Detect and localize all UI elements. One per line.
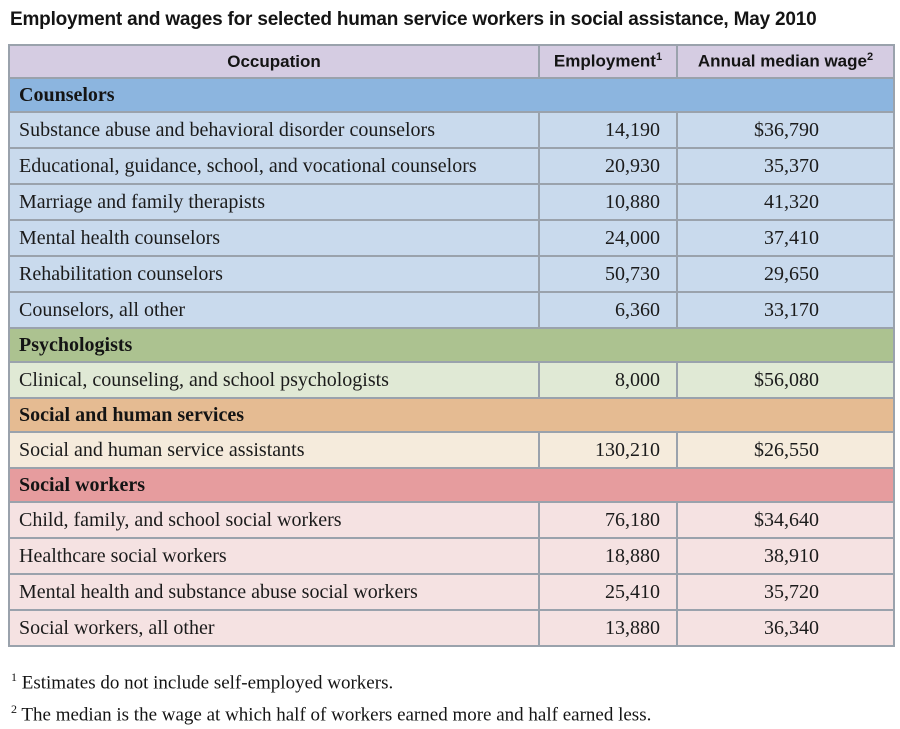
wage-cell: $26,550 (677, 432, 894, 468)
wage-cell: 29,650 (677, 256, 894, 292)
footnote-text: Estimates do not include self-employed workers. (21, 672, 394, 694)
section-header-social-and-human-services (9, 398, 894, 432)
occupation-cell: Mental health and substance abuse social workers (9, 574, 539, 610)
section-title: Social and human services (9, 398, 894, 432)
employment-cell: 24,000 (539, 220, 677, 256)
occupation-cell: Social workers, all other (9, 610, 539, 646)
employment-cell: 14,190 (539, 112, 677, 148)
wage-cell: 37,410 (677, 220, 894, 256)
occupation-cell: Substance abuse and behavioral disorder counselors (9, 112, 539, 148)
wage-cell: $34,640 (677, 502, 894, 538)
table-row (9, 148, 894, 184)
section-header-psychologists (9, 328, 894, 362)
table-row (9, 112, 894, 148)
column-header-occupation: Occupation (9, 45, 539, 78)
footnote-marker: 1 (11, 670, 17, 684)
wage-cell: $56,080 (677, 362, 894, 398)
column-header-row (9, 45, 894, 78)
occupation-cell: Mental health counselors (9, 220, 539, 256)
footnote-1 (11, 664, 892, 696)
column-header-annual-median-wage: Annual median wage$^2$ (677, 45, 894, 78)
footnotes (11, 664, 892, 729)
column-header-employment: Employment$^1$ (539, 45, 677, 78)
footnote-2 (11, 696, 892, 728)
section-header-counselors (9, 78, 894, 112)
occupation-cell: Clinical, counseling, and school psychologists (9, 362, 539, 398)
footnote-marker: 2 (11, 702, 17, 717)
employment-cell: 8,000 (539, 362, 677, 398)
occupation-cell: Social and human service assistants (9, 432, 539, 468)
wage-cell: 33,170 (677, 292, 894, 328)
table-row (9, 256, 894, 292)
employment-cell: 13,880 (539, 610, 677, 646)
table-row (9, 610, 894, 646)
occupation-cell: Counselors, all other (9, 292, 539, 328)
table-row (9, 292, 894, 328)
occupation-cell: Healthcare social workers (9, 538, 539, 574)
employment-cell: 18,880 (539, 538, 677, 574)
wage-cell: 35,720 (677, 574, 894, 610)
table-row (9, 574, 894, 610)
footnote-marker: 2 (866, 51, 874, 64)
employment-cell: 6,360 (539, 292, 677, 328)
wage-cell: 35,370 (677, 148, 894, 184)
table-row (9, 502, 894, 538)
employment-cell: 10,880 (539, 184, 677, 220)
section-title: Social workers (9, 468, 894, 502)
section-title: Psychologists (9, 328, 894, 362)
wage-cell: 41,320 (677, 184, 894, 220)
employment-cell: 25,410 (539, 574, 677, 610)
employment-wages-table (8, 44, 895, 647)
footnote-text: The median is the wage at which half of workers earned more and half earned less. (21, 704, 652, 726)
occupation-cell: Marriage and family therapists (9, 184, 539, 220)
table-row (9, 432, 894, 468)
occupation-cell: Educational, guidance, school, and vocational counselors (9, 148, 539, 184)
wage-cell: 36,340 (677, 610, 894, 646)
table-row (9, 220, 894, 256)
table-row (9, 362, 894, 398)
employment-cell: 50,730 (539, 256, 677, 292)
table-row (9, 184, 894, 220)
table-row (9, 538, 894, 574)
footnote-marker: 1 (655, 51, 663, 64)
section-header-social-workers (9, 468, 894, 502)
occupation-cell: Rehabilitation counselors (9, 256, 539, 292)
employment-cell: 20,930 (539, 148, 677, 184)
employment-cell: 76,180 (539, 502, 677, 538)
page-title: Employment and wages for selected human service workers in social assistance, May 2010 (10, 9, 817, 30)
employment-cell: 130,210 (539, 432, 677, 468)
section-title: Counselors (9, 78, 894, 112)
wage-cell: $36,790 (677, 112, 894, 148)
wage-cell: 38,910 (677, 538, 894, 574)
occupation-cell: Child, family, and school social workers (9, 502, 539, 538)
